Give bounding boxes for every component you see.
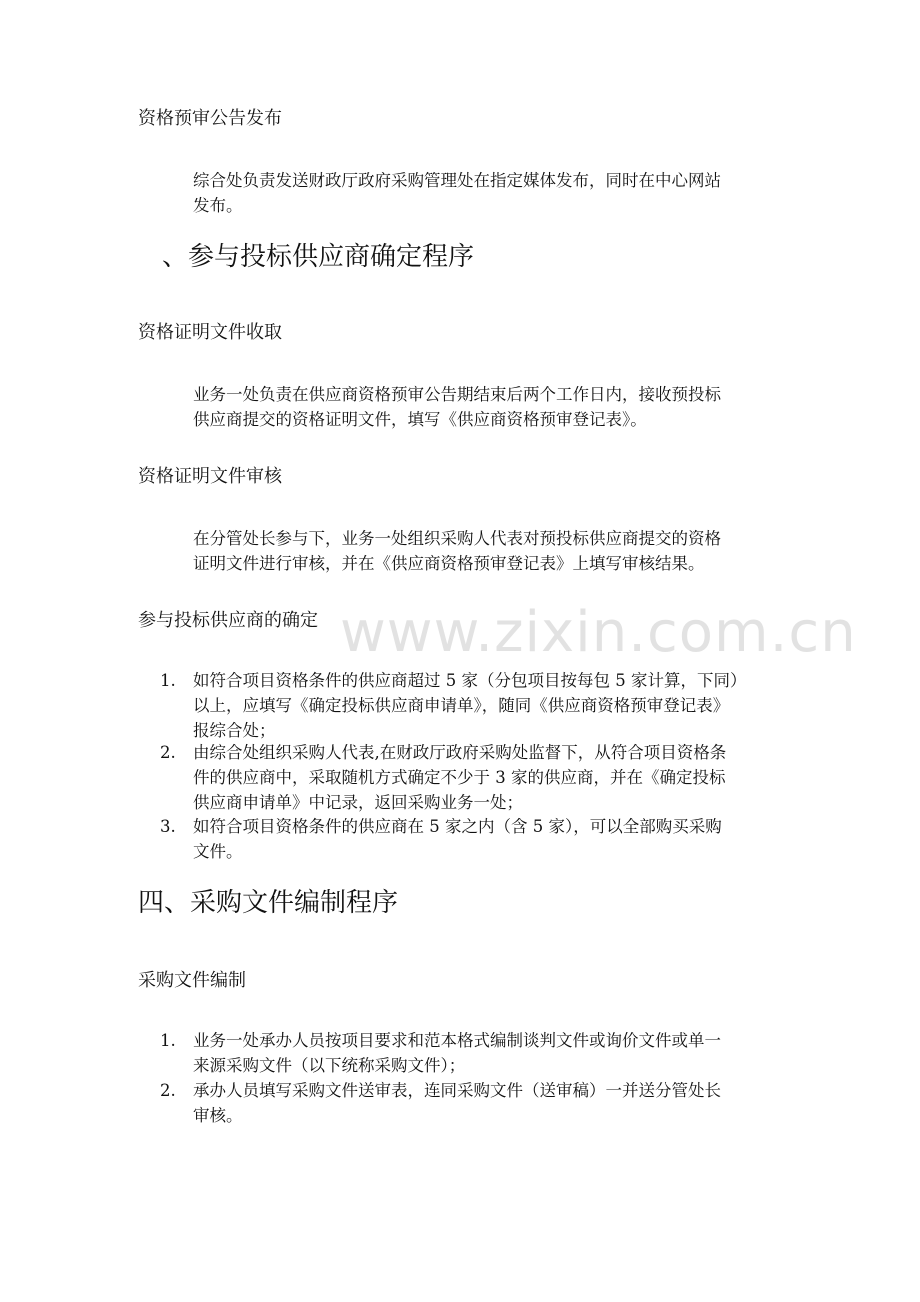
list-item-number: 2. — [160, 1081, 176, 1100]
paragraph-announcement — [193, 168, 793, 218]
chapter-title-procurement-documents: 四、采购文件编制程序 — [138, 888, 399, 918]
section-heading-supplier-determination: 参与投标供应商的确定 — [138, 610, 318, 631]
paragraph-document-collection — [193, 382, 793, 432]
list-item-line: 审核。 — [193, 1106, 243, 1125]
paragraph-document-review — [193, 526, 793, 576]
list-item-line: 报综合处； — [193, 721, 276, 740]
list-item-line: 承办人员填写采购文件送审表，连同采购文件（送审稿）一并送分管处长 — [193, 1081, 721, 1100]
list-item-line: 如符合项目资格条件的供应商在 5 家之内（含 5 家），可以全部购买采购 — [193, 817, 722, 836]
list-item-number: 2. — [160, 743, 176, 762]
paragraph-line: 综合处负责发送财政厅政府采购管理处在指定媒体发布，同时在中心网站 — [193, 171, 721, 190]
section-heading-document-collection: 资格证明文件收取 — [138, 322, 282, 343]
paragraph-line: 业务一处负责在供应商资格预审公告期结束后两个工作日内，接收预投标 — [193, 385, 721, 404]
list-item-number: 1. — [160, 671, 176, 690]
section-heading-procurement-document-preparation: 采购文件编制 — [138, 970, 246, 991]
list-item-number: 1. — [160, 1031, 176, 1050]
list-item-body — [193, 1078, 793, 1128]
list-item-body — [193, 814, 793, 864]
list-item-number: 3. — [160, 817, 176, 836]
list-item-line: 如符合项目资格条件的供应商超过 5 家（分包项目按每包 5 家计算，下同） — [193, 671, 747, 690]
list-item-line: 以上，应填写《确定投标供应商申请单》，随同《供应商资格预审登记表》 — [193, 696, 730, 715]
section-heading-document-review: 资格证明文件审核 — [138, 466, 282, 487]
list-item-line: 由综合处组织采购人代表,在财政厅政府采购处监督下，从符合项目资格条 — [193, 743, 727, 762]
watermark-text: www.zixin.com.cn — [340, 600, 857, 665]
paragraph-line: 在分管处长参与下，业务一处组织采购人代表对预投标供应商提交的资格 — [193, 529, 721, 548]
section-heading-prequal-announcement: 资格预审公告发布 — [138, 108, 282, 129]
chapter-title-supplier-determination: 、参与投标供应商确定程序 — [162, 242, 475, 272]
list-item-line: 文件。 — [193, 842, 243, 861]
list-item-body — [193, 740, 793, 815]
list-item-line: 业务一处承办人员按项目要求和范本格式编制谈判文件或询价文件或单一 — [193, 1031, 721, 1050]
list-item-body — [193, 668, 793, 743]
paragraph-line: 证明文件进行审核，并在《供应商资格预审登记表》上填写审核结果。 — [193, 554, 705, 573]
list-item-body — [193, 1028, 793, 1078]
paragraph-line: 发布。 — [193, 196, 243, 215]
list-item-line: 供应商申请单》中记录，返回采购业务一处； — [193, 793, 523, 812]
list-item-line: 来源采购文件（以下统称采购文件）； — [193, 1056, 466, 1075]
list-item-line: 件的供应商中，采取随机方式确定不少于 3 家的供应商，并在《确定投标 — [193, 768, 726, 787]
paragraph-line: 供应商提交的资格证明文件，填写《供应商资格预审登记表》。 — [193, 410, 647, 429]
